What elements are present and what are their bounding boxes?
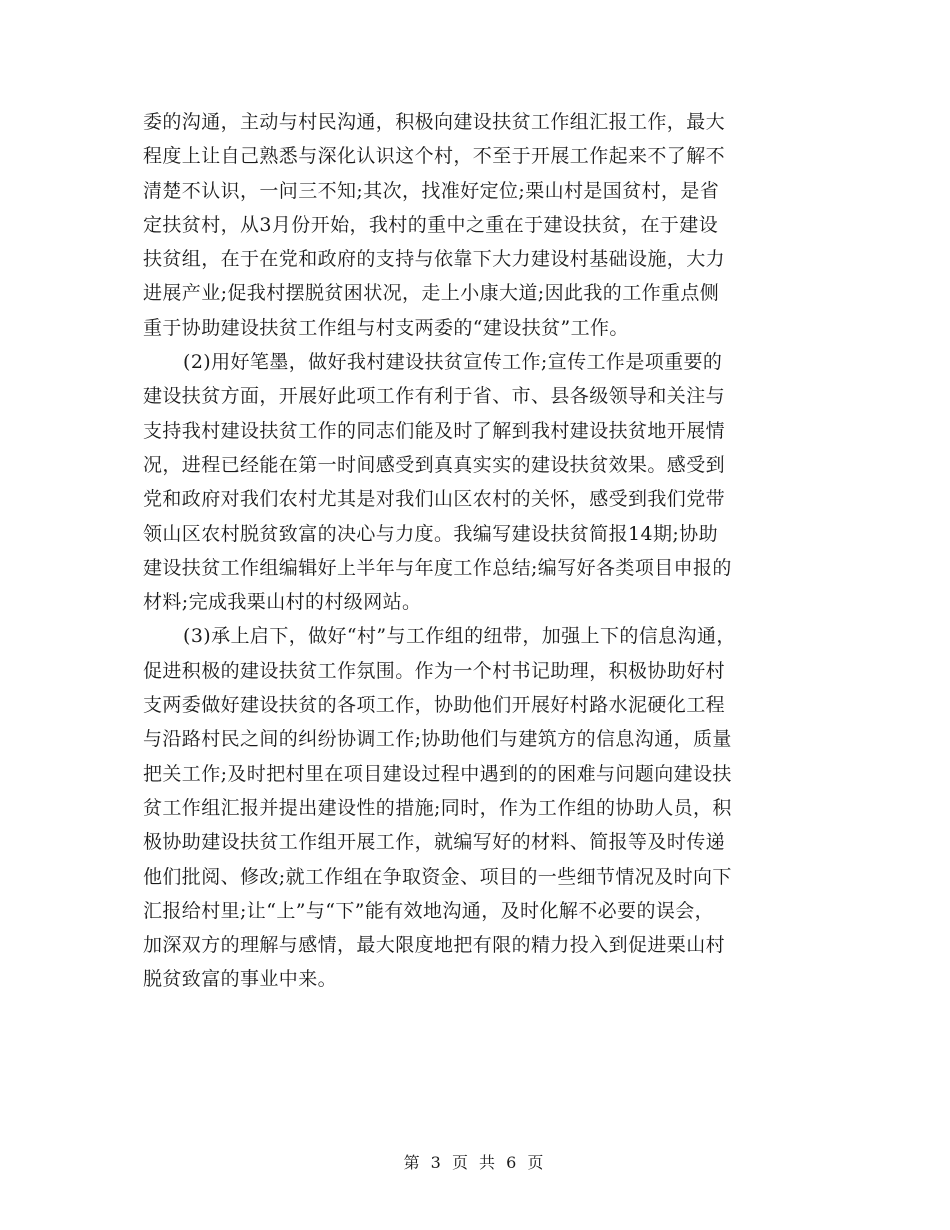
- document-body: [143, 105, 823, 997]
- text-line: 他们批阅、修改;就工作组在争取资金、项目的一些细节情况及时向下: [143, 865, 732, 888]
- text-line: 材料;完成我栗山村的村级网站。: [143, 591, 422, 614]
- text-line: 脱贫致富的事业中来。: [143, 968, 338, 991]
- text-line: 促进积极的建设扶贫工作氛围。作为一个村书记助理，积极协助好村: [143, 659, 726, 682]
- paragraph-first-line: (3)承上启下，做好“村”与工作组的纽带，加强上下的信息沟通，: [183, 625, 736, 648]
- text-line: 委的沟通，主动与村民沟通，积极向建设扶贫工作组汇报工作，最大: [143, 111, 726, 133]
- text-line: 支持我村建设扶贫工作的同志们能及时了解到我村建设扶贫地开展情: [143, 419, 726, 442]
- text-line: 极协助建设扶贫工作组开展工作，就编写好的材料、简报等及时传递: [143, 831, 726, 854]
- text-line: 把关工作;及时把村里在项目建设过程中遇到的的困难与问题向建设扶: [143, 762, 732, 785]
- text-line: 支两委做好建设扶贫的各项工作，协助他们开展好村路水泥硬化工程: [143, 694, 726, 717]
- text-line: 建设扶贫工作组编辑好上半年与年度工作总结;编写好各类项目申报的: [143, 556, 732, 579]
- text-line: 建设扶贫方面，开展好此项工作有利于省、市、县各级领导和关注与: [143, 385, 726, 408]
- text-line: 清楚不认识，一问三不知;其次，找准好定位;栗山村是国贫村，是省: [143, 179, 720, 202]
- text-line: 党和政府对我们农村尤其是对我们山区农村的关怀，感受到我们党带: [143, 488, 726, 511]
- text-line: 贫工作组汇报并提出建设性的措施;同时，作为工作组的协助人员，积: [143, 796, 732, 819]
- text-line: 程度上让自己熟悉与深化认识这个村，不至于开展工作起来不了解不: [143, 145, 726, 168]
- text-line: 扶贫组，在于在党和政府的支持与依靠下大力建设村基础设施，大力: [143, 248, 726, 271]
- text-line: 定扶贫村，从3月份开始，我村的重中之重在于建设扶贫，在于建设: [143, 213, 719, 236]
- page-number-footer: 第 3 页 共 6 页: [403, 1153, 547, 1172]
- text-line: 况，进程已经能在第一时间感受到真真实实的建设扶贫效果。感受到: [143, 453, 726, 476]
- paragraph-first-line: (2)用好笔墨，做好我村建设扶贫宣传工作;宣传工作是项重要的: [183, 351, 723, 374]
- text-line: 汇报给村里;让“上”与“下”能有效地沟通，及时化解不必要的误会，: [143, 899, 715, 922]
- text-line: 加深双方的理解与感情，最大限度地把有限的精力投入到促进栗山村: [143, 934, 726, 957]
- text-line: 进展产业;促我村摆脱贫困状况，走上小康大道;因此我的工作重点侧: [143, 282, 720, 305]
- text-line: 与沿路村民之间的纠纷协调工作;协助他们与建筑方的信息沟通，质量: [143, 728, 732, 751]
- text-line: 重于协助建设扶贫工作组与村支两委的“建设扶贫”工作。: [143, 316, 629, 339]
- text-line: 领山区农村脱贫致富的决心与力度。我编写建设扶贫简报14期;协助: [143, 522, 718, 545]
